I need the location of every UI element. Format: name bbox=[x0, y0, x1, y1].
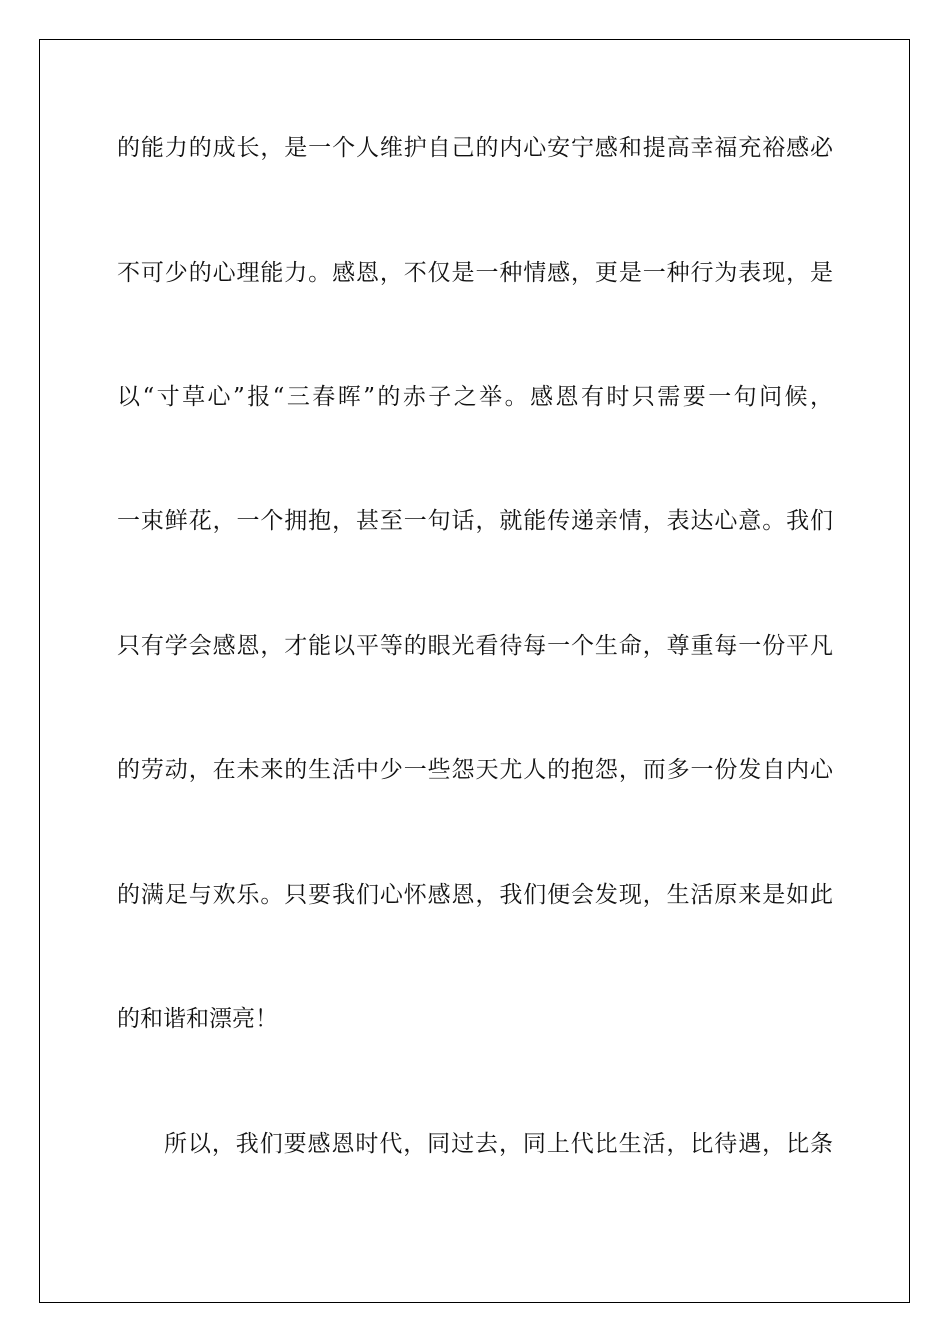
paragraph-start-line: 所以，我们要感恩时代，同过去，同上代比生活，比待遇，比条 bbox=[164, 1131, 833, 1157]
text-line: 不可少的心理能力。感恩，不仅是一种情感，更是一种行为表现，是 bbox=[117, 260, 833, 286]
text-line: 的满足与欢乐。只要我们心怀感恩，我们便会发现，生活原来是如此 bbox=[117, 882, 833, 908]
text-line: 只有学会感恩，才能以平等的眼光看待每一个生命，尊重每一份平凡 bbox=[117, 633, 833, 659]
page-border bbox=[39, 39, 910, 1303]
text-line: 的劳动，在未来的生活中少一些怨天尤人的抱怨，而多一份发自内心 bbox=[117, 757, 833, 783]
text-line: 的和谐和漂亮！ bbox=[117, 1006, 278, 1032]
text-line: 的能力的成长，是一个人维护自己的内心安宁感和提高幸福充裕感必 bbox=[117, 135, 833, 161]
text-line: 一束鲜花，一个拥抱，甚至一句话，就能传递亲情，表达心意。我们 bbox=[117, 508, 833, 534]
text-line: 以“寸草心”报“三春晖”的赤子之举。感恩有时只需要一句问候， bbox=[117, 384, 833, 410]
